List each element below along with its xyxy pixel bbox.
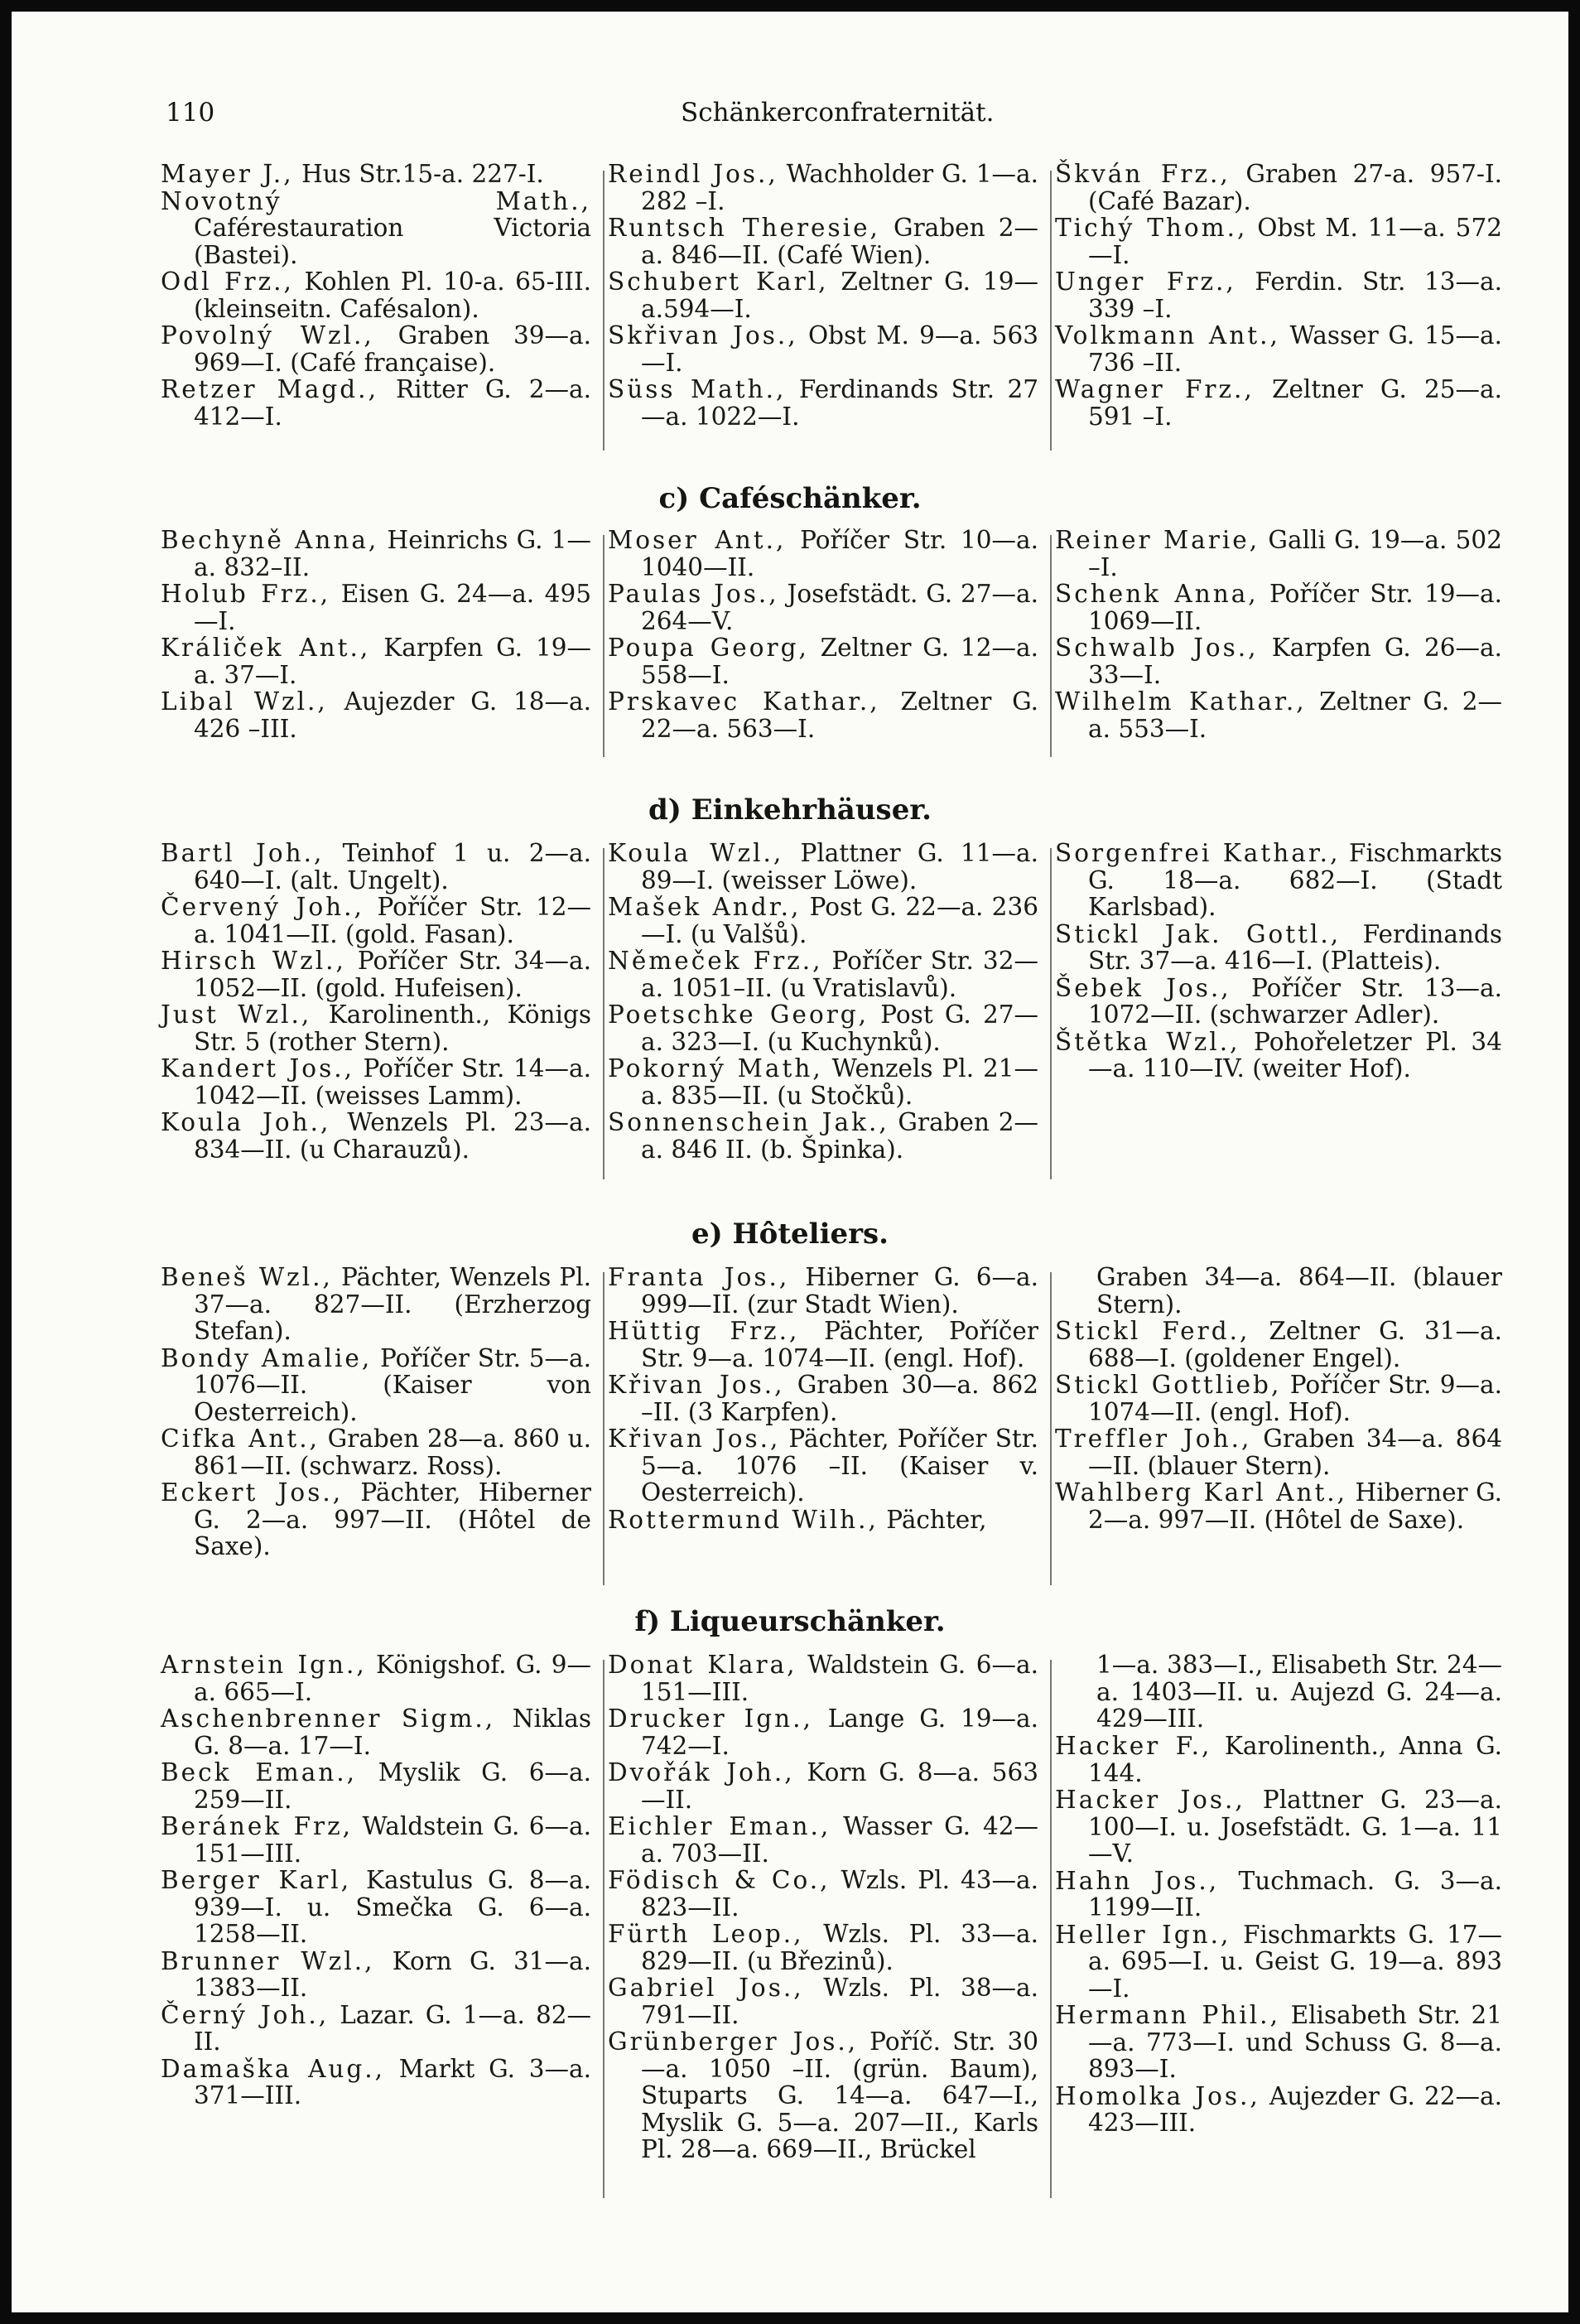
entry-name: Mayer J., [161,160,294,188]
entry-name: Eckert Jos., [161,1478,344,1507]
entry-address: Wenzels Pl. 21—a. 835—II. (u Stočků). [641,1054,1038,1110]
directory-entry [608,376,1038,430]
entry-address: Poříčer Str. 5—a. 1076—II. (Kaiser von Oesterreich). [194,1343,591,1426]
entry-name: Bartl Joh., [161,839,325,867]
entry-address: Poříčer Str. 12—a. 1041—II. (gold. Fasan). [194,893,591,948]
entry-name: Beck Eman., [161,1758,358,1786]
directory-entry [1055,1479,1502,1533]
entry-address: Königshof. G. 9—a. 665—I. [194,1651,591,1706]
entry-address: Lazar. G. 1—a. 82—II. [194,2000,591,2056]
directory-entry [1055,1921,1502,2003]
entry-name: Poetschke Georg, [608,1000,869,1029]
column-divider [603,1660,605,2198]
entry-name: Gabriel Jos., [608,1974,804,2002]
directory-entry [161,1264,591,1345]
column-divider [603,848,605,1179]
directory-entry [608,1001,1038,1055]
directory-entry [161,1948,591,2002]
entry-name: Brunner Wzl., [161,1946,375,1975]
directory-entry [1055,215,1502,268]
directory-entry [608,268,1038,322]
entry-address: Markt G. 3—a. 371—III. [194,2054,591,2109]
directory-entry [161,947,591,1001]
entry-address: Waldstein G. 6—a. 151—III. [641,1651,1038,1706]
directory-entry [608,215,1038,268]
directory-entry [608,1867,1038,1921]
entry-name: Treffler Joh., [1055,1425,1252,1453]
directory-entry [1055,634,1502,688]
directory-entry [1055,581,1502,634]
entry-name: Beneš Wzl., [161,1263,333,1291]
entry-address: Caférestauration Victoria (Bastei). [194,214,591,269]
directory-entry [1055,322,1502,376]
column-divider [1050,1660,1052,2198]
entry-name: Arnstein Ign., [161,1651,367,1679]
directory-entry [161,322,591,376]
entry-address: Graben 27-a. 957-I. (Café Bazar). [1088,160,1502,215]
entry-name: Cifka Ant., [161,1425,320,1453]
listing-column [608,527,1038,742]
entry-address: Ferdinands Str. 27—a. 1022—I. [641,375,1038,431]
entry-name: Volkmann Ant., [1055,321,1280,350]
directory-entry [161,527,591,581]
entry-address: Ferdin. Str. 13—a. 339 –I. [1088,268,1502,323]
entry-name: Heller Ign., [1055,1920,1231,1949]
entry-address: Graben 39—a. 969—I. (Café française). [194,321,591,377]
directory-entry [608,1264,1038,1318]
entry-address: Graben 34—a. 864—II. (blauer Stern). [1088,1425,1502,1480]
entry-address: Korn G. 31—a. 1383—II. [194,1946,591,2002]
entry-name: Franta Jos., [608,1263,790,1291]
listing-column [161,161,591,430]
directory-entry [608,1109,1038,1163]
column-divider [1050,535,1052,757]
entry-name: Skřivan Jos., [608,321,798,350]
directory-entry [608,1507,1038,1534]
entry-address: Pächter, Poříčer Str. 5—a. 1076 –II. (Kaiser v. Oesterreich). [641,1425,1038,1507]
entry-address: Poříčer Str. 14—a. 1042—II. (weisses Lamm). [194,1054,591,1110]
entry-name: Povolný Wzl., [161,321,374,350]
listing-column [161,1651,591,2109]
entry-address: Graben 2—a. 846 II. (b. Špinka). [641,1108,1038,1164]
entry-address: Post G. 22—a. 236—I. (u Valšů). [641,893,1038,948]
entry-name: Novotný Math., [161,186,591,215]
entry-address: Pächter, Wenzels Pl. 37—a. 827—II. (Erzherzog Stefan). [194,1263,591,1345]
directory-entry [608,1921,1038,1974]
entry-address: Poříčer Str. 13—a. 1072—II. (schwarzer Adler). [1088,973,1502,1029]
entry-name: Süss Math., [608,375,787,403]
entry-address: Graben 2—a. 846—II. (Café Wien). [641,214,1038,269]
entry-name: Hüttig Frz., [608,1317,800,1345]
entry-address: Graben 30—a. 862 –II. (3 Karpfen). [641,1371,1038,1426]
continued-entry: 1—a. 383—I., Elisabeth Str. 24—a. 1403—II. u. Aujezd G. 24—a. 429—III. [1096,1651,1502,1733]
entry-name: Hermann Phil., [1055,2001,1280,2029]
listing-column [161,527,591,742]
entry-name: Černý Joh., [161,2000,330,2029]
directory-entry [161,2002,591,2056]
entry-name: Němeček Frz., [608,947,823,975]
entry-name: Odl Frz., [161,268,294,296]
entry-address: Wzls. Pl. 43—a. 823—II. [641,1866,1038,1921]
entry-name: Prskavec Kathar., [608,687,880,716]
directory-entry [161,2056,591,2109]
entry-address: Wachholder G. 1—a. 282 –I. [641,160,1038,215]
section-heading: e) Hôteliers. [691,1217,889,1251]
directory-entry [161,1651,591,1705]
listing-column [608,1651,1038,2163]
entry-name: Beránek Frz, [161,1812,354,1840]
section-heading: d) Einkehrhäuser. [648,793,932,827]
directory-entry [608,1318,1038,1372]
entry-address: Zeltner G. 25—a. 591 –I. [1088,375,1502,431]
directory-entry [1055,840,1502,921]
entry-address: Ritter G. 2—a. 412—I. [194,375,591,431]
entry-name: Retzer Magd., [161,375,378,403]
continued-entry: Graben 34—a. 864—II. (blauer Stern). [1096,1263,1502,1319]
entry-address: Zeltner G. 2—a. 553—I. [1088,687,1502,743]
entry-name: Hahn Jos., [1055,1866,1220,1895]
directory-entry [1055,2083,1502,2137]
directory-entry [1055,1425,1502,1479]
directory-entry [1055,1318,1502,1372]
entry-name: Reindl Jos., [608,160,778,188]
directory-entry [608,1372,1038,1425]
entry-name: Mašek Andr., [608,893,802,921]
directory-entry [161,1055,591,1109]
column-divider [603,535,605,757]
entry-name: Runtsch Theresie, [608,214,880,242]
directory-entry [608,1759,1038,1813]
entry-address: Hiberner G. 2—a. 997—II. (Hôtel de Saxe). [1088,1478,1502,1534]
entry-name: Schenk Anna, [1055,580,1259,608]
entry-address: Heinrichs G. 1—a. 832–II. [194,526,591,581]
directory-entry [1055,161,1502,215]
directory-entry [608,1705,1038,1759]
section-heading: f) Liqueurschänker. [634,1605,946,1638]
column-divider [603,171,605,451]
entry-name: Štětka Wzl., [1055,1027,1240,1056]
entry-address: Poříčer Str. 10—a. 1040—II. [641,526,1038,581]
entry-address: Pächter, Poříčer Str. 9—a. 1074—II. (engl. Hof). [641,1317,1038,1372]
entry-address: Eisen G. 24—a. 495—I. [194,580,591,635]
entry-name: Eichler Eman., [608,1812,831,1840]
entry-name: Grünberger Jos., [608,2027,859,2056]
page-number: 110 [166,98,215,128]
entry-address: Zeltner G. 19—a.594—I. [641,268,1038,323]
entry-name: Reiner Marie, [1055,526,1260,554]
listing-column [608,161,1038,430]
entry-address: Zeltner G. 31—a. 688—I. (goldener Engel). [1088,1317,1502,1372]
directory-entry [1055,268,1502,322]
entry-address: Karpfen G. 26—a. 33—I. [1088,634,1502,689]
directory-entry [608,581,1038,634]
entry-address: Tuchmach. G. 3—a. 1199—II. [1088,1866,1502,1921]
listing-column [161,840,591,1163]
listing-column [608,1264,1038,1533]
entry-name: Schwalb Jos., [1055,634,1259,662]
directory-entry [1055,376,1502,430]
entry-address: Zeltner G. 22—a. 563—I. [641,687,1038,743]
entry-name: Paulas Jos., [608,580,779,608]
entry-address: Wzls. Pl. 38—a. 791—II. [641,1974,1038,2029]
column-divider [1050,1272,1052,1585]
listing-column [1055,527,1502,742]
entry-name: Stickl Ferd., [1055,1317,1250,1345]
entry-name: Sorgenfrei Kathar., [1055,839,1341,867]
entry-name: Donat Klara, [608,1651,797,1679]
entry-name: Křivan Jos., [608,1425,781,1453]
entry-name: Just Wzl., [161,1000,312,1029]
directory-entry [608,1974,1038,2028]
directory-entry [608,1055,1038,1109]
directory-entry [161,1479,591,1560]
entry-name: Koula Joh., [161,1108,331,1136]
directory-entry [608,947,1038,1001]
directory-entry [1055,1786,1502,1868]
entry-address: Galli G. 19—a. 502 –I. [1088,526,1502,581]
directory-entry [1055,1733,1502,1786]
entry-name: Aschenbrenner Sigm., [161,1704,496,1733]
entry-address: Pohořeletzer Pl. 34—a. 110—IV. (weiter Hof). [1088,1027,1502,1082]
directory-entry [608,894,1038,947]
directory-entry [608,1813,1038,1867]
entry-address: Wasser G. 15—a. 736 –II. [1088,321,1502,377]
entry-address: Teinhof 1 u. 2—a. 640—I. (alt. Ungelt). [194,839,591,894]
running-title: Schänkerconfraternität. [681,98,995,128]
entry-name: Drucker Ign., [608,1704,813,1733]
directory-entry [161,1109,591,1163]
entry-address: Aujezder G. 22—a. 423—III. [1088,2081,1502,2137]
paper-sheet [12,12,1568,2312]
directory-entry [161,634,591,688]
directory-entry [161,376,591,430]
directory-entry [161,840,591,894]
entry-address: Niklas G. 8—a. 17—I. [194,1704,591,1760]
entry-name: Pokorný Math, [608,1054,823,1082]
directory-entry [1055,1029,1502,1082]
entry-name: Wahlberg Karl Ant., [1055,1478,1348,1507]
directory-entry [161,1867,591,1948]
entry-name: Unger Frz., [1055,268,1236,296]
directory-entry [161,1705,591,1759]
entry-name: Damaška Aug., [161,2054,386,2083]
entry-address: Lange G. 19—a. 742—I. [641,1704,1038,1760]
directory-entry [161,1001,591,1055]
entry-address: Kastulus G. 8—a. 939—I. u. Smečka G. 6—a. 1258—II. [194,1866,591,1948]
entry-name: Hirsch Wzl., [161,947,346,975]
entry-name: Berger Karl, [161,1866,352,1894]
directory-entry [1055,2002,1502,2083]
entry-name: Červený Joh., [161,893,364,921]
entry-name: Schubert Karl, [608,268,829,296]
directory-entry [161,1759,591,1813]
entry-name: Rottermund Wilh., [608,1505,879,1534]
entry-name: Sonnenschein Jak., [608,1108,889,1136]
entry-address: Pächter, [886,1505,987,1534]
entry-name: Libal Wzl., [161,687,328,716]
entry-name: Škván Frz., [1055,160,1231,188]
entry-name: Šebek Jos., [1055,973,1231,1002]
entry-address: Poříčer Str. 9—a. 1074—II. (engl. Hof). [1088,1371,1502,1426]
entry-name: Moser Ant., [608,526,787,554]
entry-name: Holub Frz., [161,580,331,608]
entry-address: Wenzels Pl. 23—a. 834—II. (u Charauzů). [194,1108,591,1164]
column-divider [1050,171,1052,451]
entry-address: Zeltner G. 12—a. 558—I. [641,634,1038,689]
entry-address: Hus Str.15-a. 227-I. [301,160,544,188]
entry-address: Plattner G. 23—a. 100—I. u. Josefstädt. G. 1—a. 11—V. [1088,1786,1502,1868]
directory-entry [608,1651,1038,1705]
listing-column [1055,161,1502,430]
entry-name: Homolka Jos., [1055,2081,1260,2110]
section-heading: c) Caféschänker. [658,482,922,515]
entry-address: Elisabeth Str. 21—a. 773—I. und Schuss G. 8—a. 893—I. [1088,2001,1502,2083]
entry-address: Poříčer Str. 19—a. 1069—II. [1088,580,1502,635]
entry-name: Koula Wzl., [608,839,784,867]
entry-name: Bondy Amalie, [161,1343,373,1372]
directory-entry [608,322,1038,376]
directory-entry [608,1425,1038,1507]
entry-name: Fürth Leop., [608,1920,804,1948]
entry-address: Wzls. Pl. 33—a. 829—II. (u Březinů). [641,1920,1038,1975]
directory-entry [161,1813,591,1867]
directory-entry [1055,688,1502,742]
entry-address: Myslik G. 6—a. 259—II. [194,1758,591,1814]
column-divider [603,1272,605,1585]
directory-entry [608,527,1038,581]
entry-name: Tichý Thom., [1055,214,1248,242]
directory-entry [161,688,591,742]
entry-name: Hacker Jos., [1055,1786,1245,1814]
entry-address: Wasser G. 42—a. 703—II. [641,1812,1038,1868]
entry-address: Karolinenth., Königs Str. 5 (rother Stern). [194,1000,591,1056]
entry-address: Post G. 27—a. 323—I. (u Kuchynků). [641,1000,1038,1056]
listing-column [161,1264,591,1560]
entry-name: Stickl Jak. Gottl., [1055,919,1342,948]
entry-name: Wagner Frz., [1055,375,1255,403]
listing-column [1055,1733,1502,2137]
directory-entry [1055,1372,1502,1425]
directory-entry [1055,975,1502,1029]
entry-address: Hiberner G. 6—a. 999—II. (zur Stadt Wien). [641,1263,1038,1319]
entry-address: Fischmarkts G. 17—a. 695—I. u. Geist G. 19—a. 893—I. [1088,1920,1502,2003]
entry-name: Bechyně Anna, [161,526,379,554]
entry-address: Ferdinands Str. 37—a. 416—I. (Platteis). [1088,919,1502,975]
directory-entry [608,634,1038,688]
directory-entry [161,1425,591,1479]
entry-address: Karolinenth., Anna G. 144. [1088,1732,1502,1787]
entry-address: Poříč. Str. 30—a. 1050 –II. (grün. Baum), Stuparts G. 14—a. 647—I., Myslik G. 5—a. 207—II., Karls Pl. 28—a. 669—II., Brückel [641,2027,1038,2163]
listing-column [608,840,1038,1163]
entry-address: Plattner G. 11—a. 89—I. (weisser Löwe). [641,839,1038,894]
entry-address: Waldstein G. 6—a. 151—III. [194,1812,591,1868]
listing-column [1055,1318,1502,1533]
entry-address: Fischmarkts G. 18—a. 682—I. (Stadt Karlsbad). [1088,839,1502,921]
entry-address: Pächter, Hiberner G. 2—a. 997—II. (Hôtel de Saxe). [194,1478,591,1560]
listing-column [1055,840,1502,1082]
directory-entry [608,688,1038,742]
directory-entry [1055,1868,1502,1921]
directory-entry [608,161,1038,215]
entry-name: Wilhelm Kathar., [1055,687,1307,716]
directory-entry [1055,921,1502,975]
directory-entry [608,840,1038,894]
entry-address: Obst M. 11—a. 572—I. [1088,214,1502,269]
entry-name: Födisch & Co., [608,1866,831,1894]
directory-entry [161,581,591,634]
entry-address: Josefstädt. G. 27—a. 264—V. [641,580,1038,635]
entry-address: Aujezder G. 18—a. 426 –III. [194,687,591,743]
entry-name: Poupa Georg, [608,634,809,662]
entry-address: Obst M. 9—a. 563—I. [641,321,1038,377]
directory-entry [161,1345,591,1426]
directory-entry [161,161,591,188]
entry-address: Korn G. 8—a. 563—II. [641,1758,1038,1814]
entry-address: Graben 28—a. 860 u. 861—II. (schwarz. Ross). [194,1425,591,1480]
directory-entry [161,268,591,322]
entry-name: Křivan Jos., [608,1371,785,1399]
directory-entry [161,894,591,947]
entry-address: Poříčer Str. 32—a. 1051–II. (u Vratislavů). [641,947,1038,1002]
entry-name: Králiček Ant., [161,634,371,662]
entry-name: Dvořák Joh., [608,1758,795,1786]
column-divider [1050,848,1052,1179]
entry-address: Poříčer Str. 34—a. 1052—II. (gold. Hufeisen). [194,947,591,1002]
entry-name: Stickl Gottlieb, [1055,1371,1282,1399]
entry-name: Kandert Jos., [161,1054,354,1082]
directory-entry [1055,527,1502,581]
entry-name: Hacker F., [1055,1732,1212,1760]
directory-entry [608,2028,1038,2163]
entry-address: Karpfen G. 19—a. 37—I. [194,634,591,689]
entry-address: Kohlen Pl. 10-a. 65-III. (kleinseitn. Cafésalon). [194,268,591,323]
directory-entry [161,188,591,269]
